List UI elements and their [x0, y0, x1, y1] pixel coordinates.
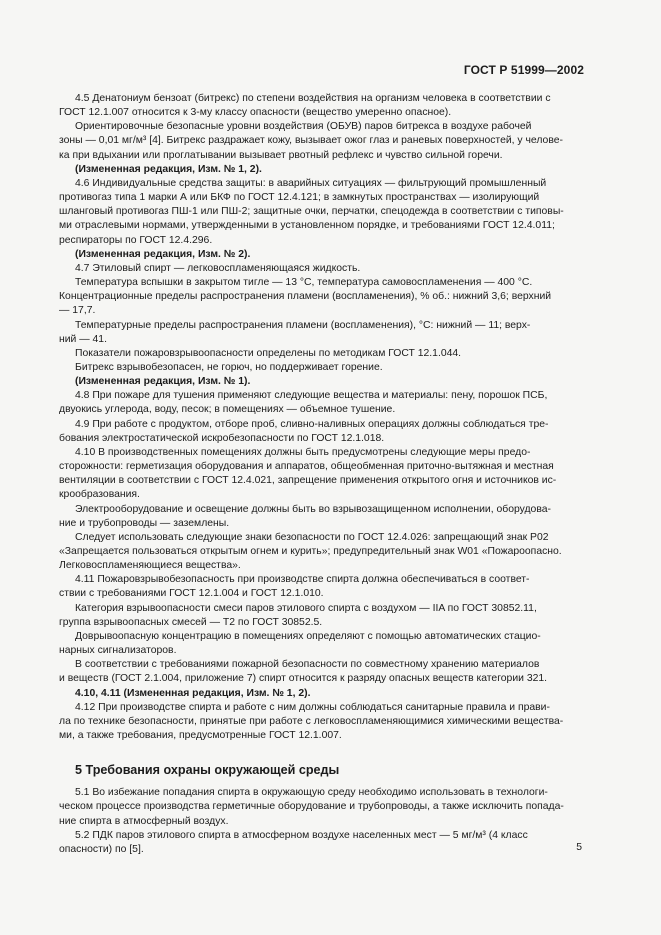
page-number: 5	[576, 842, 582, 853]
paragraph-bitrex-explosion: Битрекс взрывобезопасен, не горюч, но поддерживает горение.	[75, 361, 383, 373]
paragraph-4-7: 4.7 Этиловый спирт — легковоспламеняющаяся жидкость.	[75, 262, 361, 274]
paragraph-4-5: 4.5 Денатониум бензоат (битрекс) по степени воздействия на организм человека в соответствии с ГОСТ 12.1.007 относится к 3-му классу опасности (вещество умеренно опасное).	[59, 93, 551, 119]
document-body	[59, 92, 583, 857]
paragraph-4-8: 4.8 При пожаре для тушения применяют следующие вещества и материалы: пену, порошок ПСБ, двуокись углерода, воду, песок; в помещениях — объемное тушение.	[59, 390, 548, 416]
paragraph-explosion-category: Категория взрывоопасности смеси паров этилового спирта с воздухом — IIA по ГОСТ 30852.11, группа взрывоопасных смесей — Т2 по ГОСТ 30852.5.	[59, 602, 537, 628]
section-5-title: 5 Требования охраны окружающей среды	[75, 763, 340, 778]
paragraph-electrical: Электрооборудование и освещение должны быть во взрывозащищенном исполнении, оборудова- ние и трубопроводы — заземлены.	[59, 503, 551, 529]
paragraph-4-9: 4.9 При работе с продуктом, отборе проб, сливно-наливных операциях должны соблюдаться тре- бования электростатической искробезопасности по ГОСТ 12.1.018.	[59, 418, 549, 444]
paragraph-5-2: 5.2 ПДК паров этилового спирта в атмосферном воздухе населенных мест — 5 мг/м³ (4 класс опасности) по [5].	[59, 829, 528, 855]
paragraph-safety-signs: Следует использовать следующие знаки безопасности по ГОСТ 12.4.026: запрещающий знак Р02 «Запрещается пользоваться открытым огнем и курить»; предупредительный знак W01 «Пожароопасно. Легковоспламеняющиеся вещества».	[59, 531, 562, 572]
paragraph-5-1: 5.1 Во избежание попадания спирта в окружающую среду необходимо использовать в технологи- ческом процессе производства герметичные оборудование и трубопроводы, а также исключить попада- ние спирта в атмосферный воздух.	[59, 787, 564, 827]
amendment-note: 4.10, 4.11 (Измененная редакция, Изм. № 1, 2).	[75, 687, 311, 699]
paragraph-fire-indicators: Показатели пожаровзрывоопасности определены по методикам ГОСТ 12.1.044.	[75, 347, 462, 359]
amendment-note: (Измененная редакция, Изм. № 1).	[75, 376, 251, 388]
paragraph-4-11: 4.11 Пожаровзрывобезопасность при производстве спирта должна обеспечиваться в соответ- ствии с требованиями ГОСТ 12.1.004 и ГОСТ 12.1.010.	[59, 574, 530, 600]
paragraph-temperature-limits: Температурные пределы распространения пламени (воспламенения), °C: нижний — 11; верх- ний — 41.	[59, 319, 531, 345]
paragraph-4-10: 4.10 В производственных помещениях должны быть предусмотрены следующие меры предо- сторожности: герметизация оборудования и аппаратов, общеобменная приточно-вытяжная и местная вентиляции в соответствии с ГОСТ 12.4.021, запрещение применения открытого огня и источников ис- крообразования.	[59, 446, 557, 501]
amendment-note: (Измененная редакция, Изм. № 1, 2).	[75, 163, 262, 175]
paragraph-storage: В соответствии с требованиями пожарной безопасности по совместному хранению материалов и веществ (ГОСТ 2.1.004, приложение 7) спирт относится к разряду опасных веществ категории 321.	[59, 659, 548, 685]
paragraph-concentration: Доврывоопасную концентрацию в помещениях определяют с помощью автоматических стацио- нарных сигнализаторов.	[59, 630, 541, 657]
paragraph-flash-point: Температура вспышки в закрытом тигле — 13 °C, температура самовоспламенения — 400 °C. Концентрационные пределы распространения пламени (воспламенения), % об.: нижний 3,6; верхний — 17,7.	[59, 277, 552, 317]
standard-code-header: ГОСТ Р 51999—2002	[463, 63, 584, 77]
paragraph-obuv: Ориентировочные безопасные уровни воздействия (ОБУВ) паров битрекса в воздухе рабочей зоны — 0,01 мг/м³ [4]. Битрекс раздражает кожу, вызывает ожог глаз и раневых поверхностей, у челове- ка при вдыхании или проглатывании вызывает рвотный рефлекс и чувство сильной горечи.	[59, 121, 563, 161]
amendment-note: (Измененная редакция, Изм. № 2).	[75, 248, 251, 260]
paragraph-4-6: 4.6 Индивидуальные средства защиты: в аварийных ситуациях — фильтрующий промышленный противогаз типа 1 марки А или БКФ по ГОСТ 12.4.121; в замкнутых пространствах — изолирующий шланговый противогаз ПШ-1 или ПШ-2; защитные очки, перчатки, спецодежда в соответствии с типовы- ми отраслевыми нормами, утвержденными в установленном порядке, и требованиями ГОСТ 12.4.011; респираторы по ГОСТ 12.4.296.	[59, 177, 564, 246]
paragraph-4-12: 4.12 При производстве спирта и работе с ним должны соблюдаться санитарные правила и прави- ла по технике безопасности, принятые при работе с легковоспламеняющимися химическими вещества- ми, а также требования, предусмотренные ГОСТ 12.1.007.	[59, 701, 564, 742]
